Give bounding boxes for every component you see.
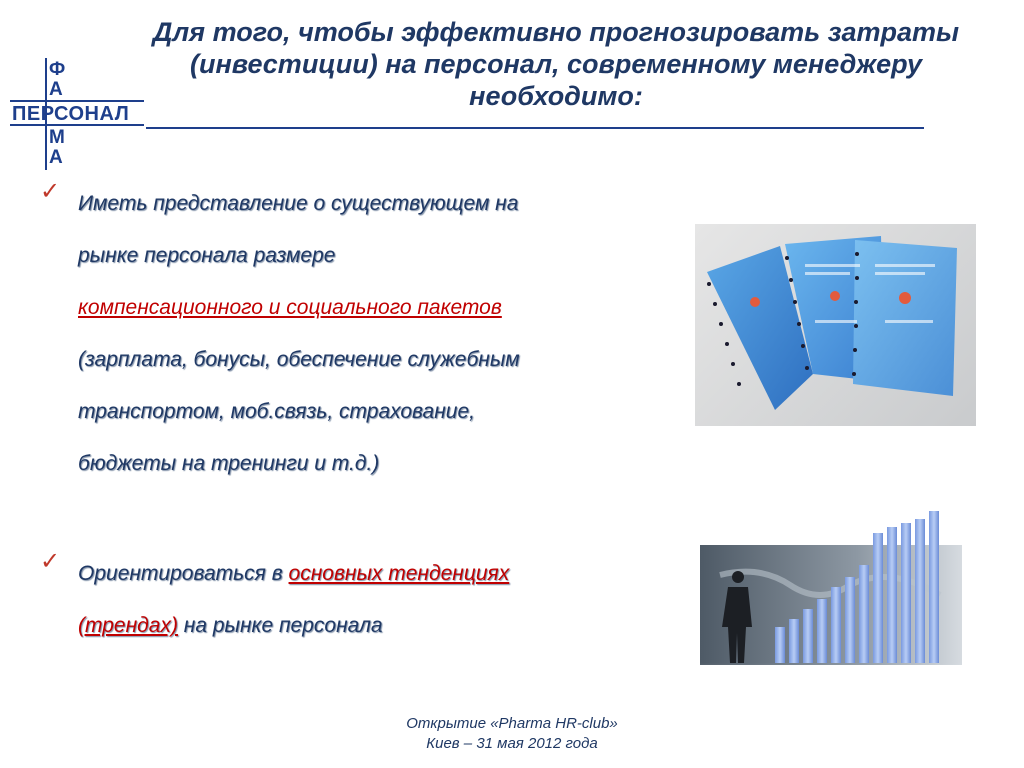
bullet-line: Иметь представление о существующем на xyxy=(78,192,519,215)
bullet-line: транспортом, моб.связь, страхование, xyxy=(78,400,475,423)
footer-event: Открытие «Pharma HR-club» xyxy=(406,715,618,732)
logo-letter: М xyxy=(49,127,65,148)
bullet-line xyxy=(78,548,640,600)
growth-illustration xyxy=(700,505,962,697)
bullet-line: бюджеты на тренинги и т.д.) xyxy=(78,452,380,475)
logo-letters-bottom xyxy=(49,128,89,168)
slide-title: Для того, чтобы эффективно прогнозировать затраты (инвестиции) на персонал, современному менеджеру необходимо: xyxy=(152,17,960,111)
logo-letter: А xyxy=(49,147,63,168)
pharma-personal-logo xyxy=(10,58,146,170)
logo-horizontal-bar-top xyxy=(10,100,144,102)
bullet-item xyxy=(40,548,640,652)
trends-link-cont[interactable]: (трендах) xyxy=(78,614,178,637)
bullet-item xyxy=(40,178,640,490)
booklets-illustration xyxy=(695,224,976,426)
bullet-prefix: Ориентироваться в xyxy=(78,562,289,585)
compensation-package-link[interactable]: компенсационного и социального пакетов xyxy=(78,296,502,319)
logo-letters-top xyxy=(49,60,89,100)
logo-letter: Ф xyxy=(49,59,66,80)
title-underline xyxy=(146,127,924,129)
bullet-link-line xyxy=(78,282,640,334)
slide-footer xyxy=(300,714,724,754)
bullet-text xyxy=(78,178,640,490)
logo-word: ПЕРСОНАЛ xyxy=(12,103,130,125)
footer-date: Киев – 31 мая 2012 года xyxy=(426,735,598,752)
bullet-line: рынке персонала размере xyxy=(78,244,336,267)
report-booklets-image xyxy=(695,224,976,426)
logo-letter: А xyxy=(49,79,63,100)
bullet-text xyxy=(78,548,640,652)
growth-chart-image xyxy=(700,505,962,697)
bullet-suffix: на рынке персонала xyxy=(177,614,383,637)
trends-link[interactable]: основных тенденциях xyxy=(288,562,510,585)
bullet-line: (зарплата, бонусы, обеспечение служебным xyxy=(78,348,520,371)
bullet-line xyxy=(78,600,640,652)
checkmark-icon: ✓ xyxy=(40,548,61,575)
checkmark-icon: ✓ xyxy=(40,178,61,205)
